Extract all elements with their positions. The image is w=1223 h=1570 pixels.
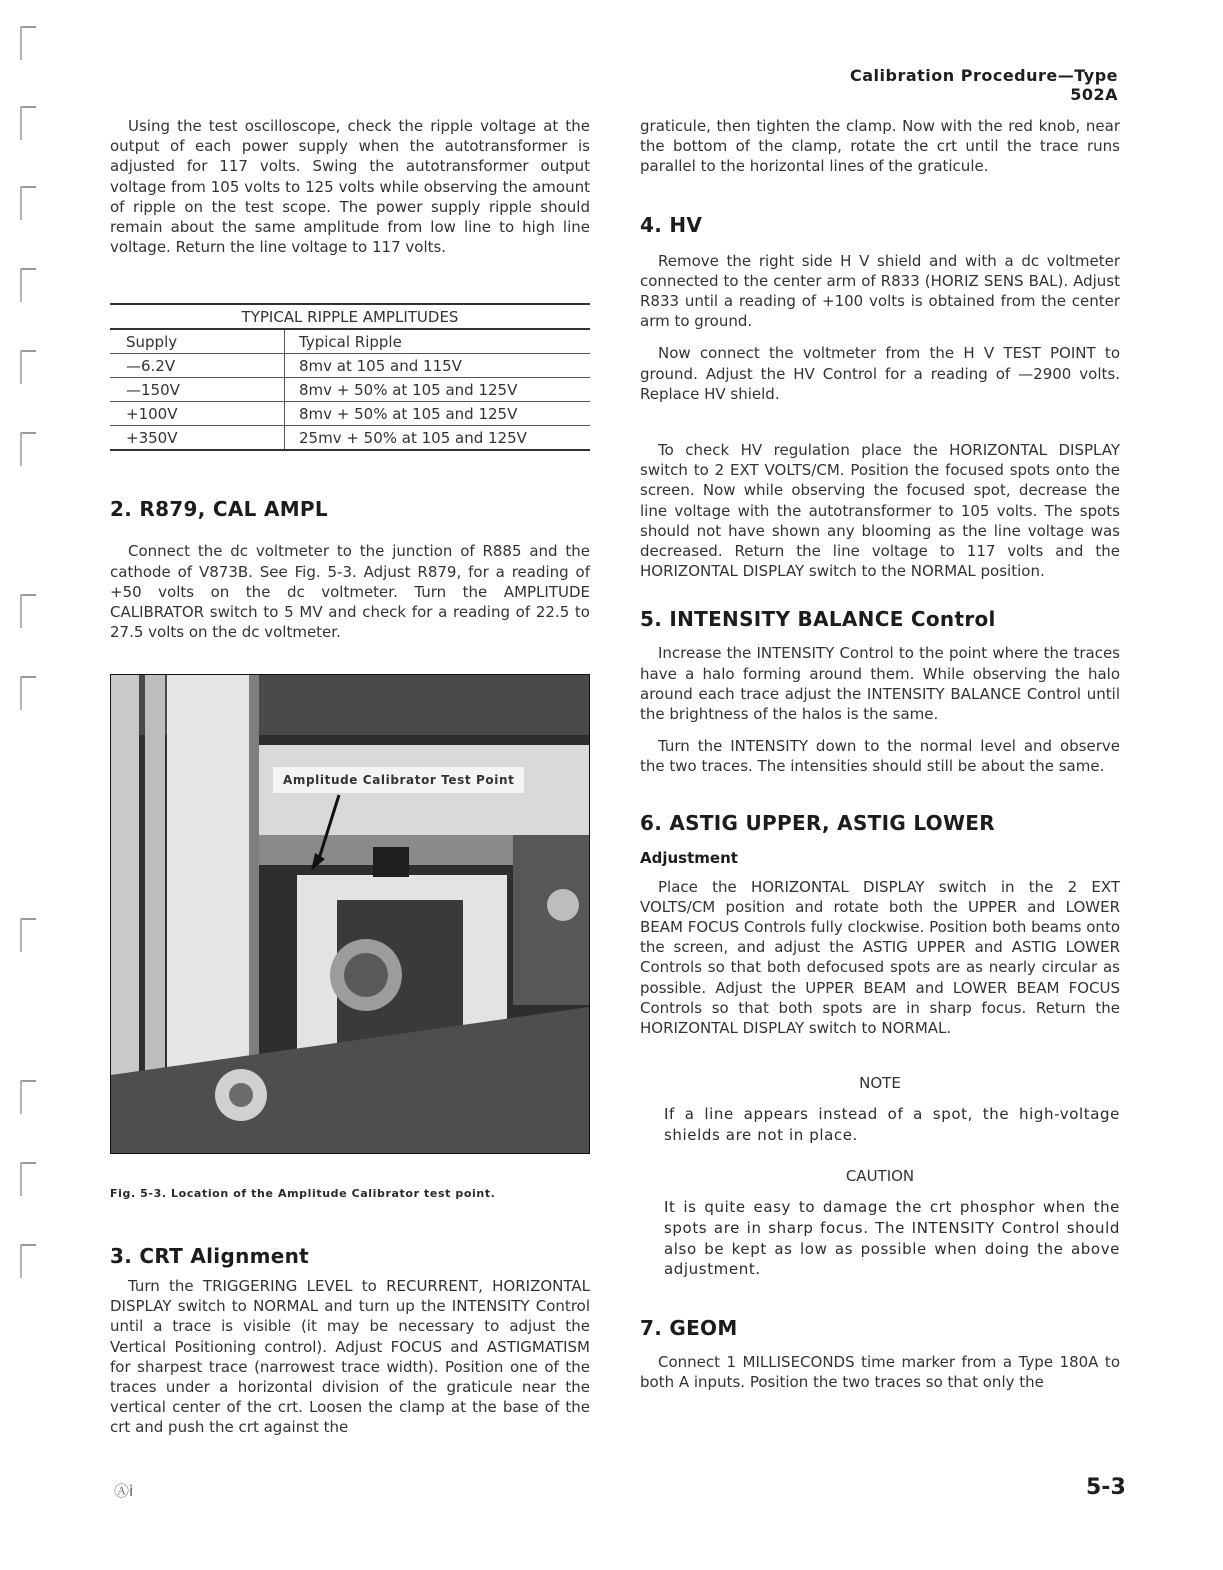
figure-photo [110, 674, 590, 1154]
ripple-table-title: TYPICAL RIPPLE AMPLITUDES [110, 303, 590, 328]
binding-margin [0, 0, 40, 1570]
section-5-paragraph-1: Increase the INTENSITY Control to the point where the traces have a halo forming around them. While observing the halo around each trace adjust the INTENSITY BALANCE Control until the brightness of the halos is the same. [640, 644, 1120, 724]
section-6-subheading: Adjustment [640, 848, 738, 867]
supply-cell: —6.2V [110, 354, 285, 378]
section-5-paragraph-2: Turn the INTENSITY down to the normal level and observe the two traces. The intensities should still be about the same. [640, 737, 1120, 776]
note-text: If a line appears instead of a spot, the high-voltage shields are not in place. [664, 1105, 1120, 1144]
binding-mark [20, 268, 36, 270]
section-3-heading: 3. CRT Alignment [110, 1244, 310, 1268]
photo-illustration [111, 675, 589, 1153]
ripple-table [110, 303, 590, 451]
running-header: Calibration Procedure—Type 502A [849, 66, 1118, 104]
column-header-supply: Supply [110, 329, 285, 354]
ripple-cell: 8mv + 50% at 105 and 125V [285, 402, 591, 426]
binding-mark [20, 1244, 36, 1246]
binding-mark [20, 106, 36, 108]
caution-title: CAUTION [845, 1167, 915, 1186]
binding-mark [20, 26, 36, 28]
section-4-paragraph-3: To check HV regulation place the HORIZONTAL DISPLAY switch to 2 EXT VOLTS/CM. Position the focused spots onto the screen. Now while observing the focused spot, decrease the line voltage with the autotransformer to 105 volts. The spots should not have shown any blooming as the line voltage was decreased. Return the line voltage to 117 volts and the HORIZONTAL DISPLAY switch to the NORMAL position. [640, 441, 1120, 581]
section-6-paragraph: Place the HORIZONTAL DISPLAY switch in the 2 EXT VOLTS/CM position and rotate both the UPPER and LOWER BEAM FOCUS Controls fully clockwise. Position both beams onto the screen, and adjust the ASTIG UPPER and ASTIG LOWER Controls so that both defocused spots are as nearly circular as possible. Adjust the UPPER BEAM and LOWER BEAM FOCUS Controls so that both spots are in sharp focus. Return the HORIZONTAL DISPLAY switch to NORMAL. [640, 877, 1120, 1038]
left-column-lower [110, 1244, 590, 1438]
binding-mark [20, 594, 36, 596]
section-2-paragraph: Connect the dc voltmeter to the junction of R885 and the cathode of V873B. See Fig. 5-3. Adjust R879, for a reading of +50 volts on the dc voltmeter. Turn the AMPLITUDE CALIBRATOR switch to 5 MV and check for a reading of 22.5 to 27.5 volts on the dc voltmeter. [110, 542, 590, 642]
publisher-logo: Ⓐi [114, 1482, 134, 1500]
ripple-cell: 8mv + 50% at 105 and 125V [285, 378, 591, 402]
ripple-cell: 25mv + 50% at 105 and 125V [285, 426, 591, 451]
continued-paragraph: graticule, then tighten the clamp. Now with the red knob, near the bottom of the clamp, rotate the crt until the trace runs parallel to the horizontal lines of the graticule. [640, 117, 1120, 176]
left-column [110, 116, 590, 642]
section-5-heading: 5. INTENSITY BALANCE Control [640, 607, 996, 632]
figure-caption: Fig. 5-3. Location of the Amplitude Calibrator test point. [110, 1187, 496, 1200]
right-column [640, 116, 1120, 1392]
section-7-paragraph: Connect 1 MILLISECONDS time marker from a Type 180A to both A inputs. Position the two traces so that only the [640, 1352, 1120, 1392]
binding-mark [20, 186, 36, 188]
section-4-heading: 4. HV [640, 212, 703, 237]
section-7-heading: 7. GEOM [640, 1315, 738, 1340]
caution-text: It is quite easy to damage the crt phosphor when the spots are in sharp focus. The INTENSITY Control should also be kept as low as possible when doing the above adjustment. [664, 1198, 1120, 1279]
table-row [110, 354, 590, 378]
binding-mark [20, 350, 36, 352]
column-header-typical-ripple: Typical Ripple [285, 329, 591, 354]
binding-mark [20, 676, 36, 678]
supply-cell: —150V [110, 378, 285, 402]
section-2-heading: 2. R879, CAL AMPL [110, 497, 328, 522]
ripple-cell: 8mv at 105 and 115V [285, 354, 591, 378]
note-title: NOTE [859, 1074, 901, 1093]
callout-label: Amplitude Calibrator Test Point [273, 767, 524, 793]
binding-mark [20, 918, 36, 920]
section-4-paragraph-2: Now connect the voltmeter from the H V TEST POINT to ground. Adjust the HV Control for a reading of —2900 volts. Replace HV shield. [640, 344, 1120, 403]
section-4-paragraph-1: Remove the right side H V shield and with a dc voltmeter connected to the center arm of R833 (HORIZ SENS BAL). Adjust R833 until a reading of +100 volts is obtained from the center arm to ground. [640, 251, 1120, 331]
table-row [110, 402, 590, 426]
binding-mark [20, 432, 36, 434]
table-row [110, 426, 590, 451]
page-number: 5-3 [1086, 1475, 1126, 1500]
binding-mark [20, 1080, 36, 1082]
table-row [110, 378, 590, 402]
supply-cell: +350V [110, 426, 285, 451]
supply-cell: +100V [110, 402, 285, 426]
section-3-paragraph: Turn the TRIGGERING LEVEL to RECURRENT, HORIZONTAL DISPLAY switch to NORMAL and turn up the INTENSITY Control until a trace is visible (it may be necessary to adjust the Vertical Positioning control). Adjust FOCUS and ASTIGMATISM for sharpest trace (narrowest trace width). Position one of the traces under a horizontal division of the graticule near the vertical center of the crt. Loosen the clamp at the base of the crt and push the crt against the [110, 1277, 590, 1437]
binding-mark [20, 1162, 36, 1164]
section-6-heading: 6. ASTIG UPPER, ASTIG LOWER [640, 810, 995, 835]
ripple-check-paragraph: Using the test oscilloscope, check the ripple voltage at the output of each power supply when the autotransformer is adjusted for 117 volts. Swing the autotransformer output voltage from 105 volts to 125 volts while observing the amount of ripple on the test scope. The power supply ripple should remain about the same amplitude from low line to high line voltage. Return the line voltage to 117 volts. [110, 117, 590, 257]
